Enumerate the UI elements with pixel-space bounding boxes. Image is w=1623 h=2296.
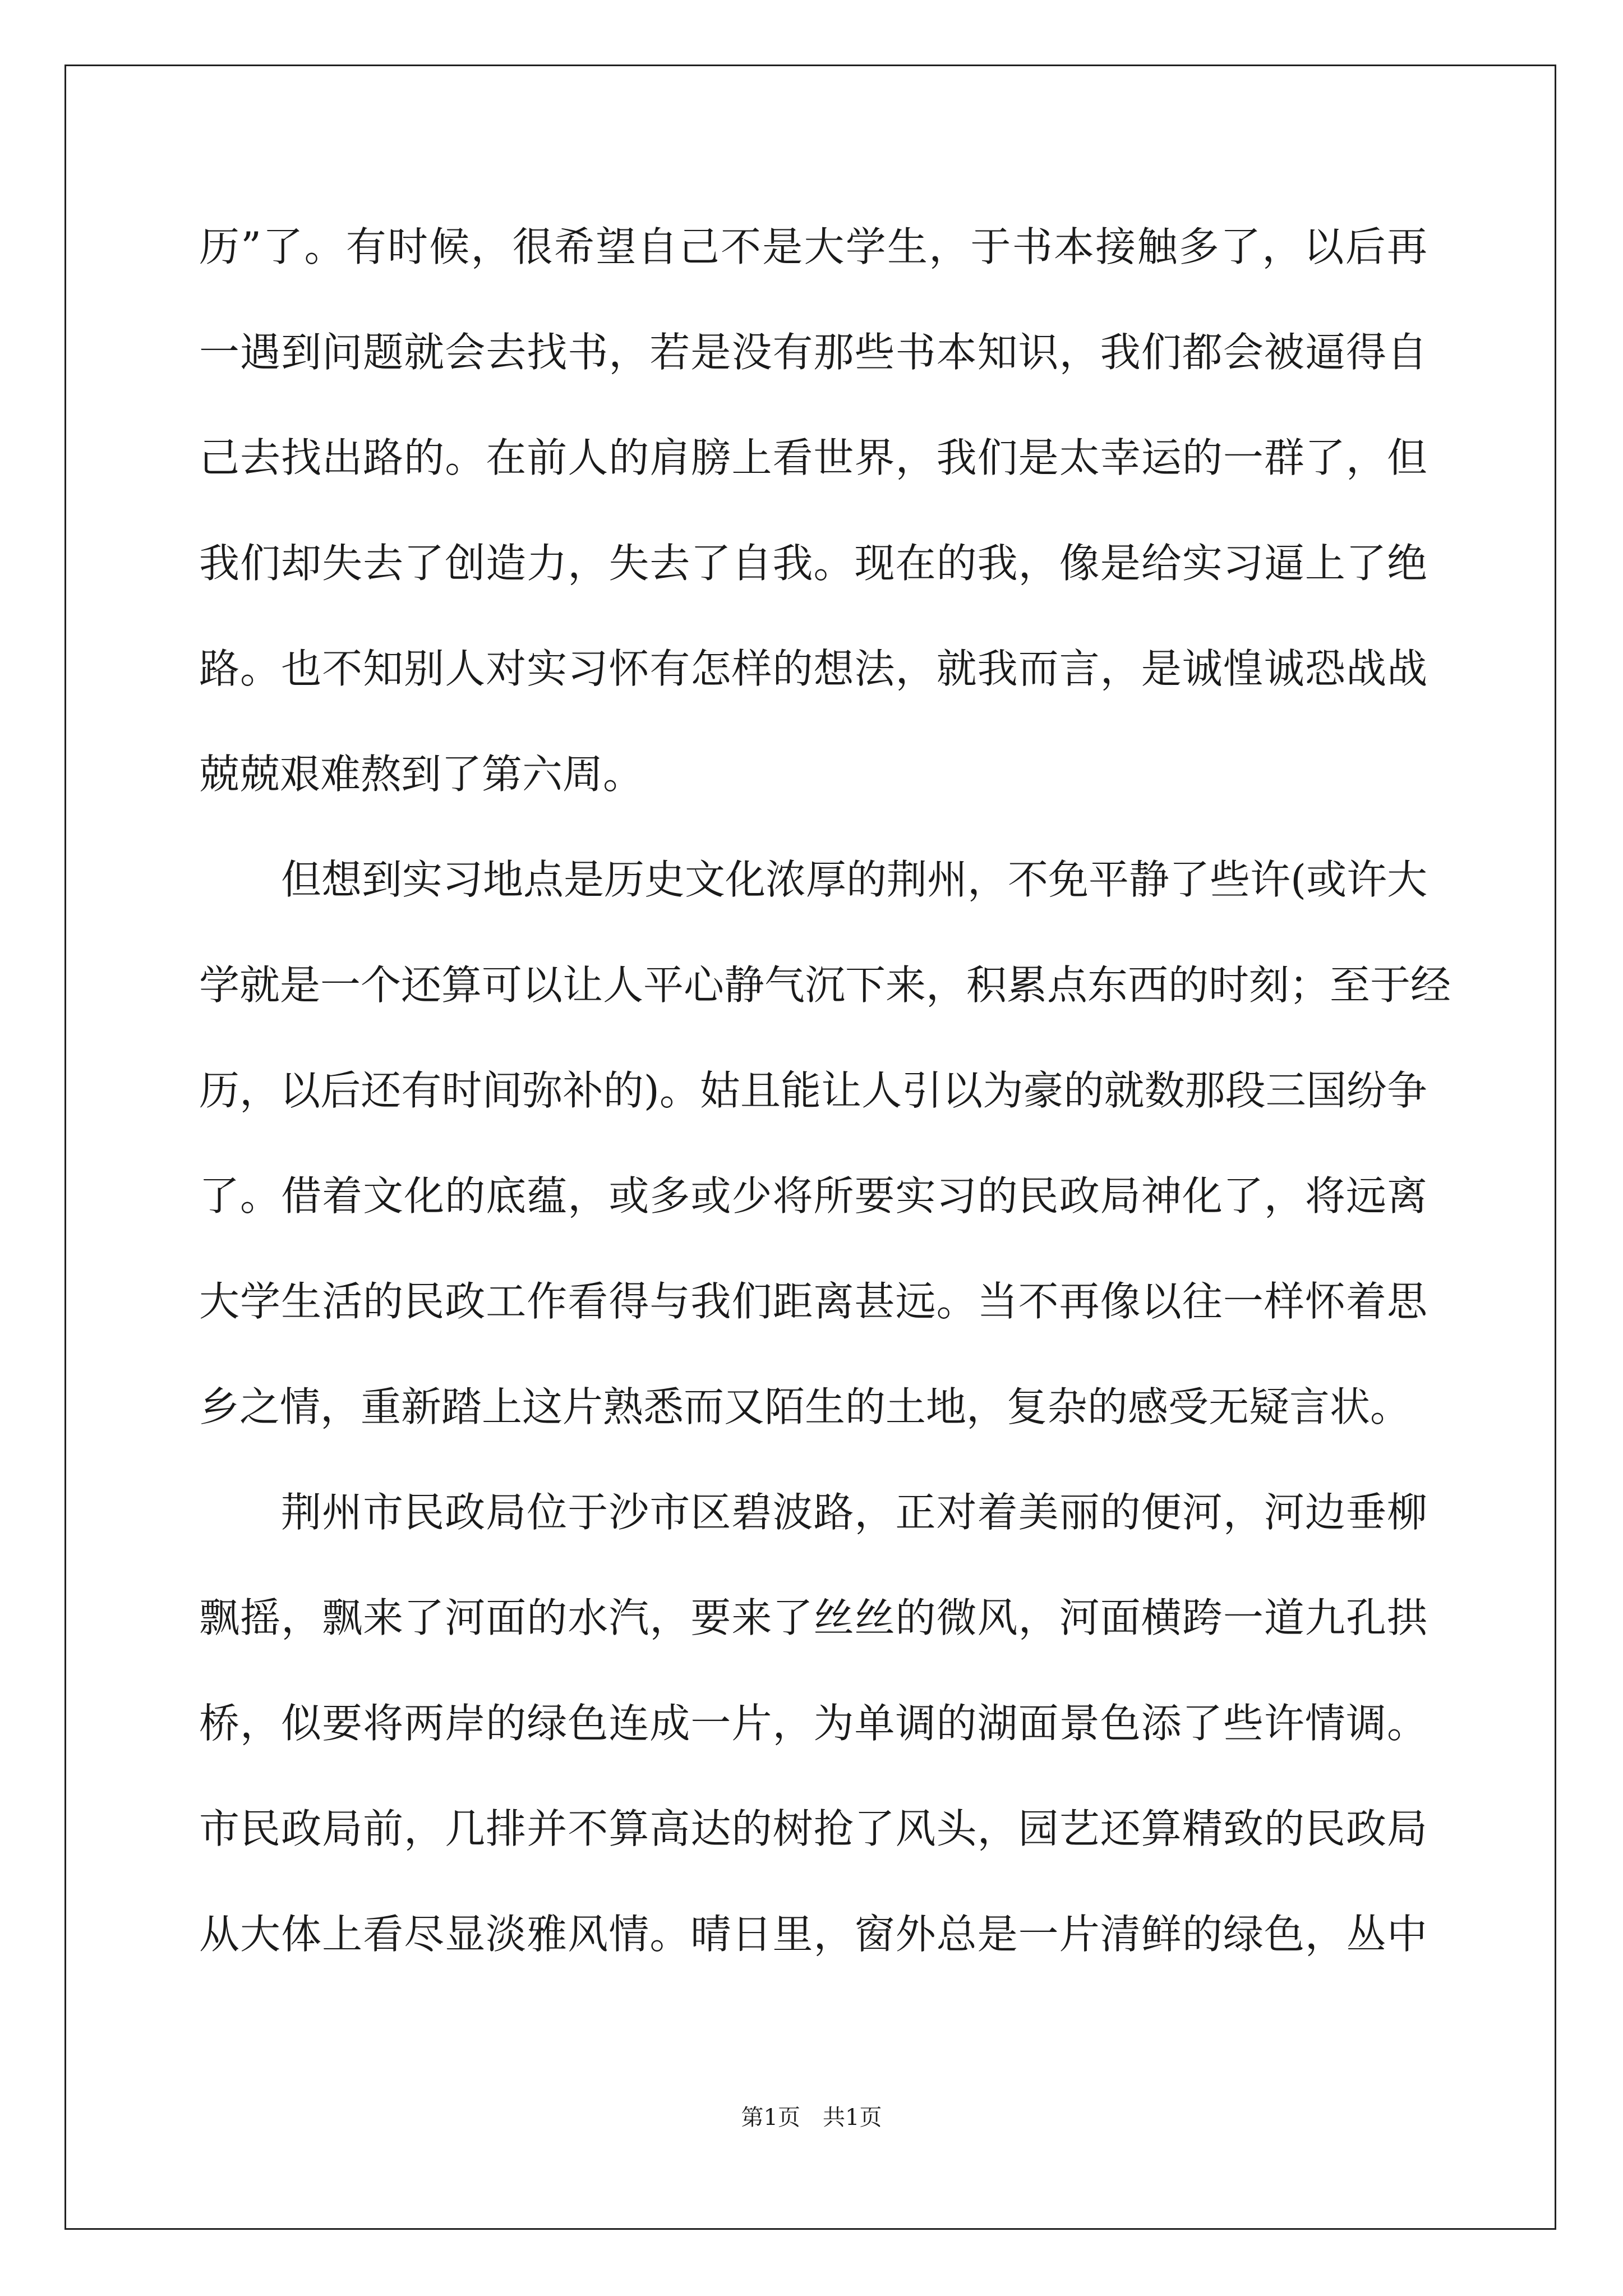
text-line: 兢兢艰难熬到了第六周。 [199, 751, 644, 798]
total-pages: 共1页 [823, 2105, 882, 2131]
text-line: 乡之情，重新踏上这片熟悉而又陌生的土地，复杂的感受无疑言状。 [199, 1383, 1411, 1430]
text-line: 从大体上看尽显淡雅风情。晴日里，窗外总是一片清鲜的绿色，丛中 [199, 1911, 1427, 1958]
text-line: 飘摇，飘来了河面的水汽，要来了丝丝的微风，河面横跨一道九孔拱 [199, 1594, 1427, 1641]
text-line: 我们却失去了创造力，失去了自我。现在的我，像是给实习逼上了绝 [199, 540, 1427, 587]
page-number: 第1页 [741, 2105, 800, 2131]
text-line: 路。也不知别人对实习怀有怎样的想法，就我而言，是诚惶诚恐战战 [199, 645, 1427, 692]
text-line: 大学生活的民政工作看得与我们距离甚远。当不再像以往一样怀着思 [199, 1278, 1427, 1325]
text-line: 历，以后还有时间弥补的)。姑且能让人引以为豪的就数那段三国纷争 [199, 1067, 1427, 1114]
text-line: 但想到实习地点是历史文化浓厚的荆州，不免平静了些许(或许大 [281, 856, 1428, 903]
text-line: 己去找出路的。在前人的肩膀上看世界，我们是太幸运的一群了，但 [199, 434, 1427, 481]
text-line: 桥，似要将两岸的绿色连成一片，为单调的湖面景色添了些许情调。 [199, 1700, 1427, 1747]
text-line: 学就是一个还算可以让人平心静气沉下来，积累点东西的时刻；至于经 [199, 961, 1451, 1009]
text-line: 荆州市民政局位于沙市区碧波路，正对着美丽的便河，河边垂柳 [281, 1489, 1427, 1536]
page-footer [0, 2101, 1623, 2134]
text-line: 了。借着文化的底蕴，或多或少将所要实习的民政局神化了，将远离 [199, 1172, 1427, 1220]
text-line: 市民政局前，几排并不算高达的树抢了风头，园艺还算精致的民政局 [199, 1805, 1427, 1852]
text-line: 一遇到问题就会去找书，若是没有那些书本知识，我们都会被逼得自 [199, 329, 1427, 376]
text-line: 历”了。有时候，很希望自己不是大学生，于书本接触多了，以后再 [199, 223, 1427, 270]
